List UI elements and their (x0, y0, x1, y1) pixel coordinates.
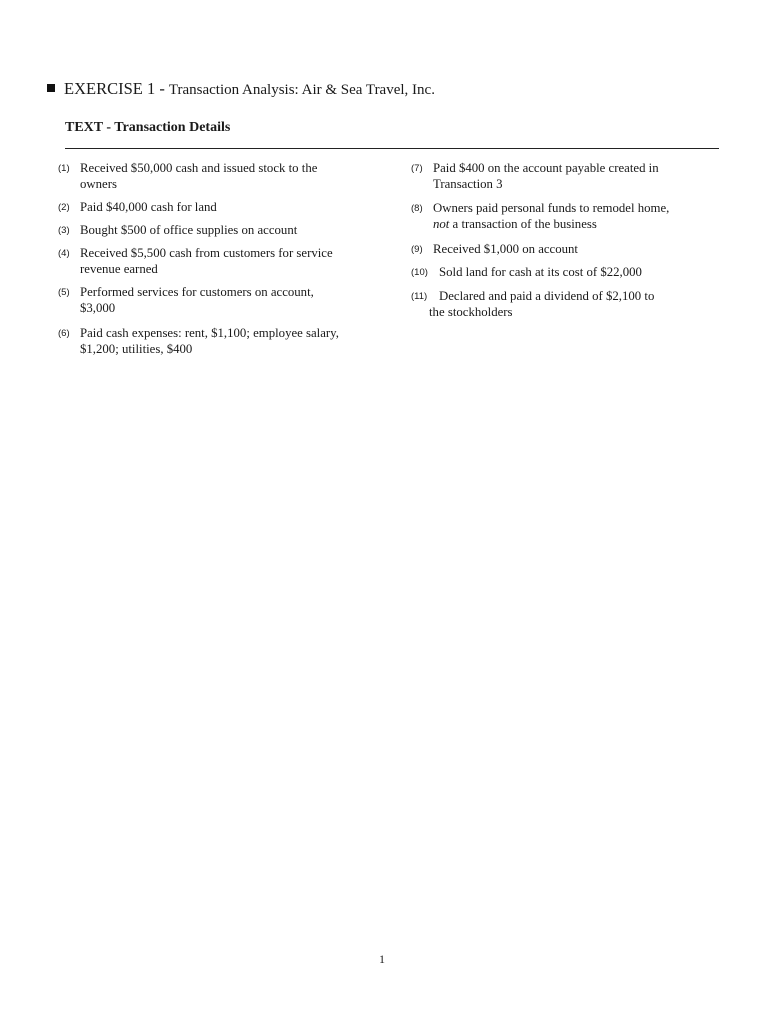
transaction-text: Received $50,000 cash and issued stock to the (80, 161, 318, 175)
transaction-number: (8) (411, 203, 423, 214)
transaction-item-9 (411, 241, 721, 257)
transaction-number: (11) (411, 291, 428, 302)
transaction-text: Bought $500 of office supplies on account (80, 223, 298, 237)
transaction-text: Paid $40,000 cash for land (80, 200, 217, 214)
transaction-text-cont (433, 216, 721, 232)
transaction-text-cont: $1,200; utilities, $400 (80, 342, 193, 356)
transaction-item-2 (58, 199, 388, 215)
emphasis-not: not (433, 217, 450, 231)
page-number: 1 (379, 952, 385, 966)
transaction-text: Paid cash expenses: rent, $1,100; employee salary, (80, 326, 339, 340)
transaction-number: (4) (58, 248, 70, 259)
section-title: TEXT - Transaction Details (65, 120, 231, 135)
transaction-text: Paid $400 on the account payable created in (433, 161, 659, 175)
transaction-text: Received $5,500 cash from customers for service (80, 246, 333, 260)
transaction-item-8 (411, 200, 721, 232)
transaction-list-right (411, 160, 721, 320)
transaction-item-4 (58, 245, 388, 277)
transaction-text: Declared and paid a dividend of $2,100 to (439, 289, 655, 303)
transaction-list-left (58, 160, 388, 357)
transaction-text-cont: $3,000 (80, 301, 116, 315)
transaction-text: Sold land for cash at its cost of $22,000 (439, 265, 642, 279)
transaction-text-cont: Transaction 3 (433, 177, 503, 191)
transaction-text-cont: owners (80, 177, 117, 191)
exercise-label: EXERCISE 1 - (64, 79, 165, 98)
transaction-item-11 (411, 288, 721, 320)
transaction-item-5 (58, 284, 388, 316)
transaction-item-1 (58, 160, 388, 192)
transaction-item-3 (58, 222, 388, 238)
transaction-text: Received $1,000 on account (433, 242, 578, 256)
transaction-number: (10) (411, 267, 428, 278)
exercise-title: Transaction Analysis: Air & Sea Travel, Inc. (168, 82, 435, 98)
transaction-text-cont: revenue earned (80, 262, 158, 276)
transaction-text: Owners paid personal funds to remodel home, (433, 201, 670, 215)
transaction-item-6 (58, 325, 388, 357)
transaction-number: (5) (58, 287, 70, 298)
transaction-number: (9) (411, 244, 423, 255)
transaction-number: (3) (58, 225, 70, 236)
transaction-number: (6) (58, 328, 70, 339)
transaction-text: Performed services for customers on account, (80, 285, 314, 299)
transaction-number: (2) (58, 202, 70, 213)
transaction-item-10 (411, 264, 721, 280)
transaction-item-7 (411, 160, 721, 192)
section-divider (65, 148, 719, 149)
transaction-text-cont: the stockholders (429, 305, 513, 319)
transaction-number: (1) (58, 163, 70, 174)
square-bullet-icon (47, 84, 55, 92)
transaction-text-rest: a transaction of the business (449, 217, 597, 231)
exercise-heading (47, 79, 435, 100)
transaction-number: (7) (411, 163, 423, 174)
